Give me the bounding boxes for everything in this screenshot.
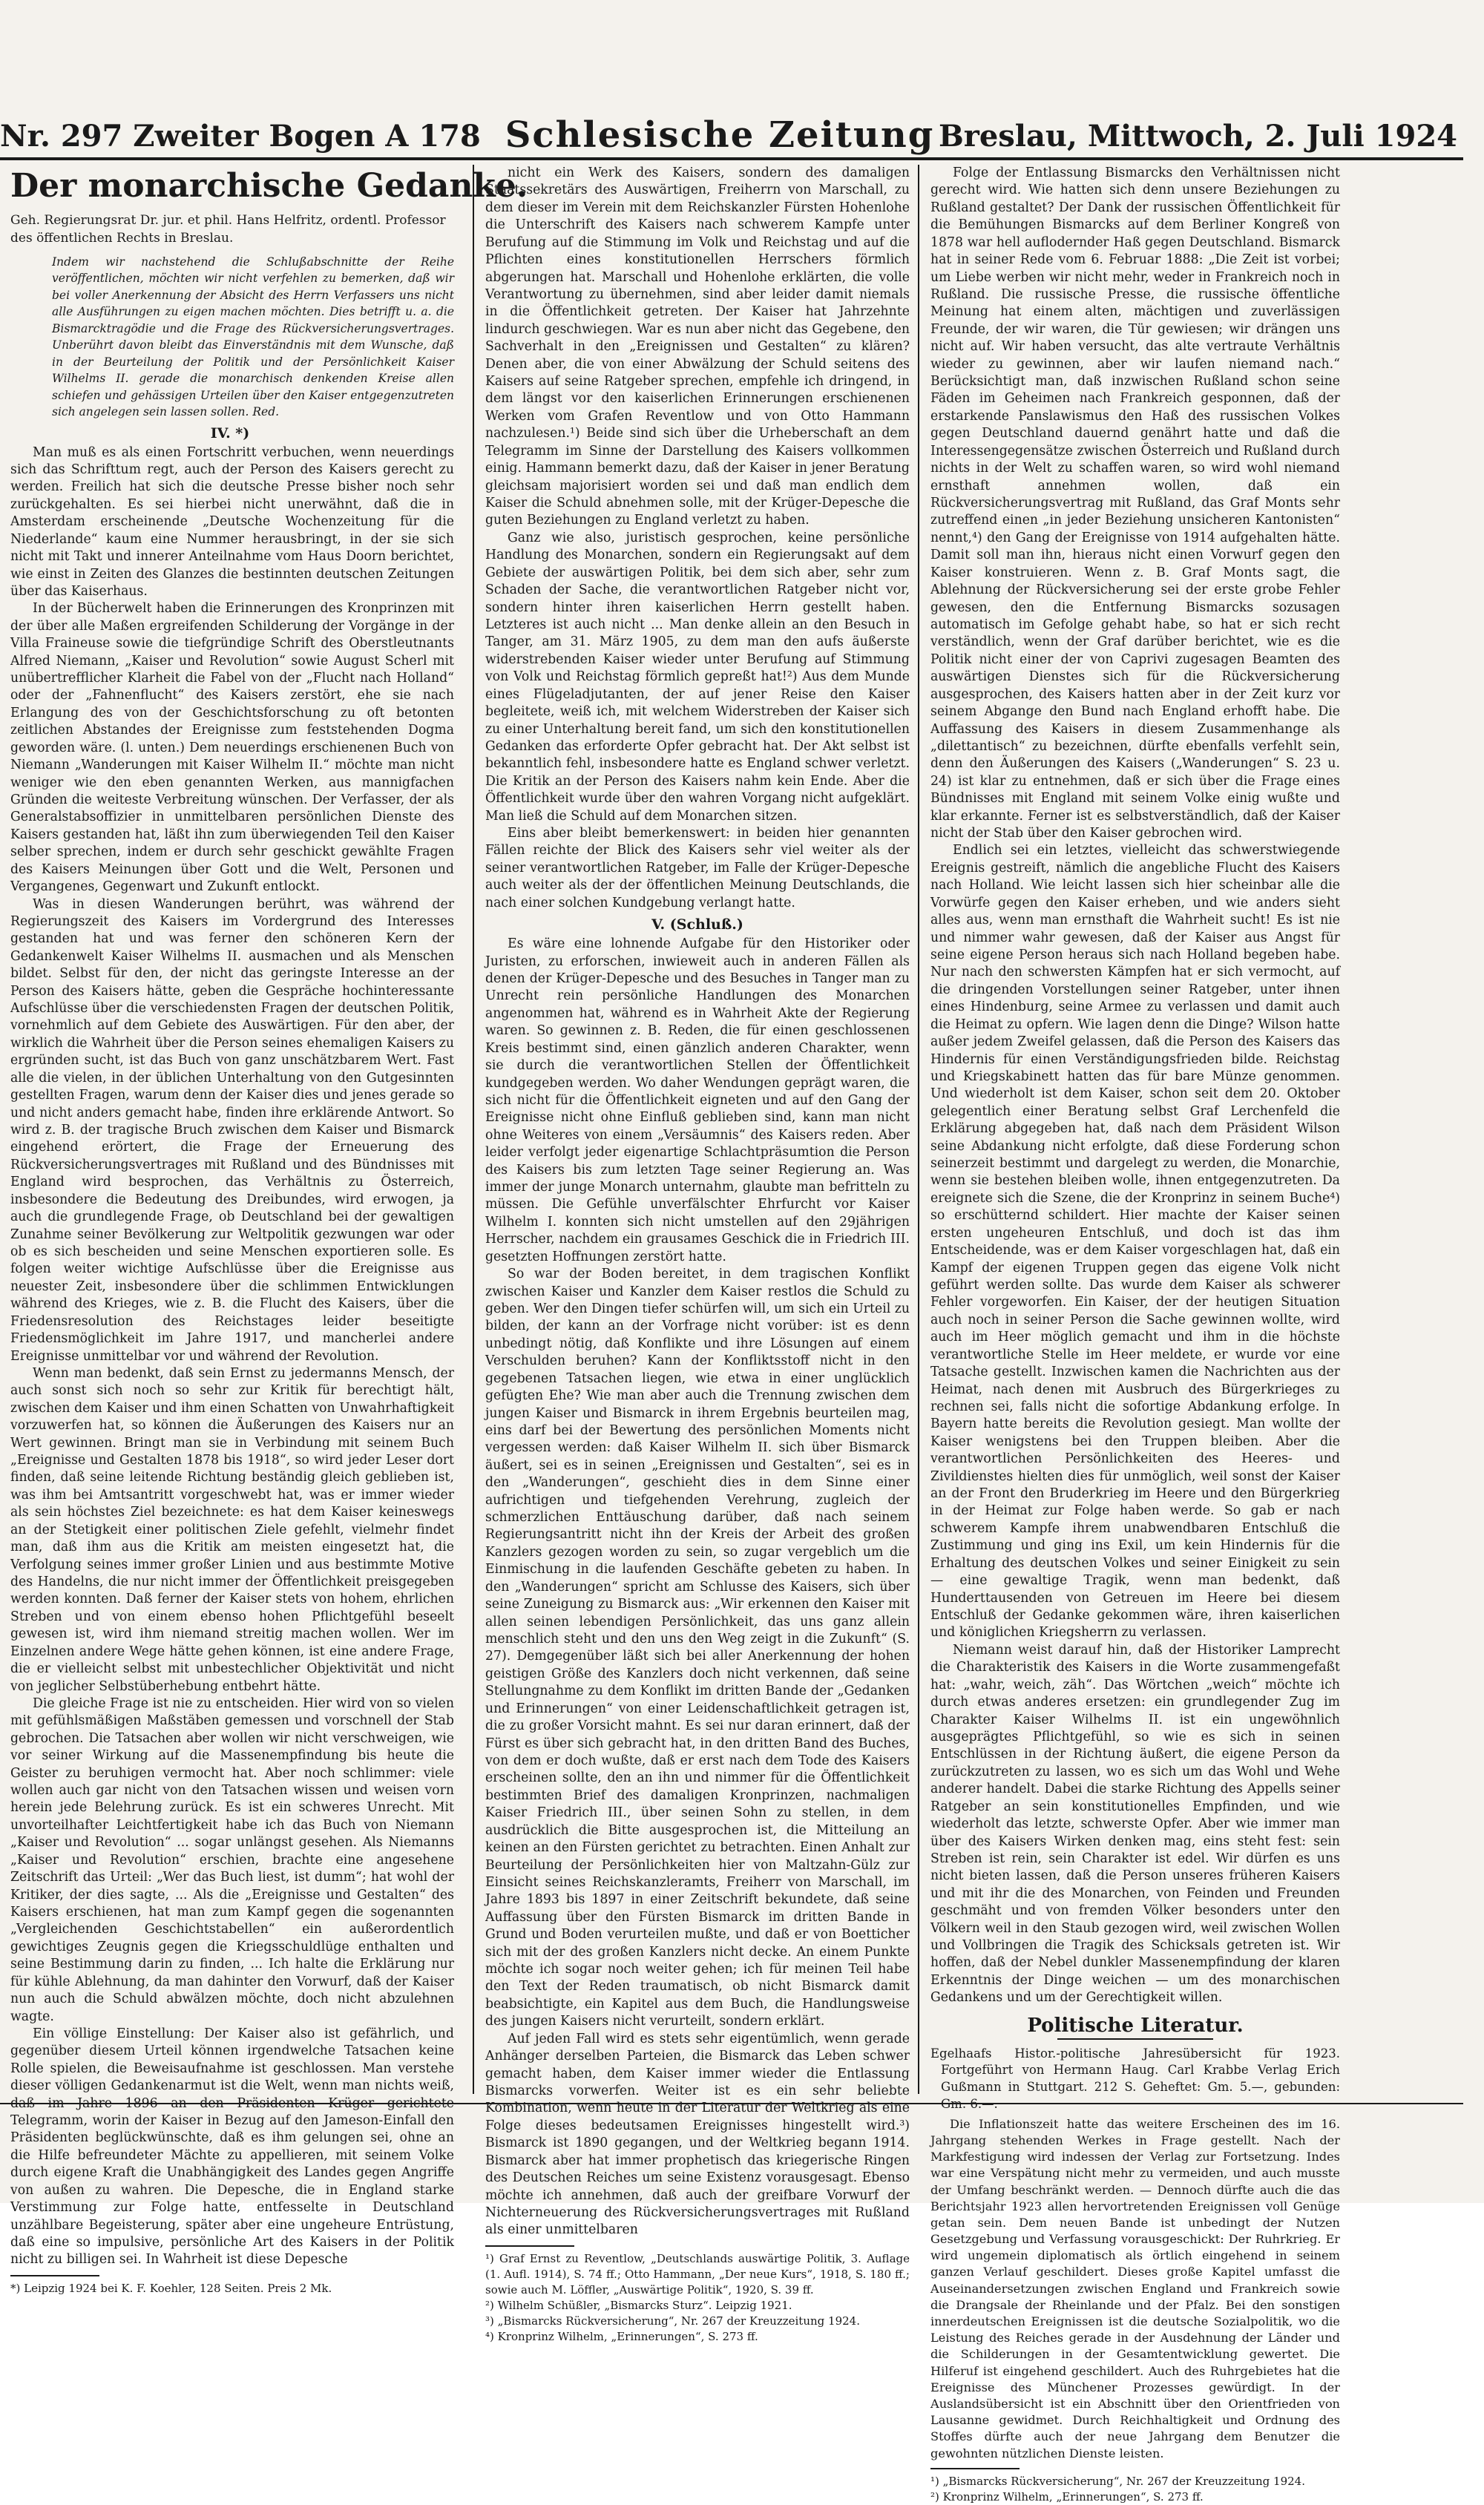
article-paragraph: Auf jeden Fall wird es stets sehr eigentümlich, wenn gerade Anhänger derselben Parteien, die Bismarck das Leben schwer gemacht haben, dem Kaiser immer wieder die Entlassung Bismarcks vorwerfen. Weiter ist es ein sehr beliebte Kombination, wenn heute in der Literatur der Weltkrieg als eine Folge dieses bedeutsamen Ereignisses hingestellt wird.³) Bismarck ist 1890 gegangen, und der Weltkrieg begann 1914. Bismarck aber hat immer prophetisch das kriegerische Ringen des Deutschen Reiches um seine Existenz vorausgesagt. Ebenso möchte ich annehmen, daß auch der greifbare Vorwurf der Nichterneuerung des Rückversicherungsvertrages mit Rußland als einer unmittelbaren <box>485 2031 910 2238</box>
article-paragraph: nicht ein Werk des Kaisers, sondern des damaligen Staatssekretärs des Auswärtigen, Freiherrn von Marschall, zu dem dieser im Verein mit dem Reichskanzler Fürsten Hohenlohe die Unterschrift des Kaisers nach schwerem Kampfe unter Berufung auf die Stimmung im Volk und Reichstag und auf die Pflichten eines konstitutionellen Herrschers förmlich abgerungen hat. Marschall und Hohenlohe erklärten, die volle Verantwortung zu übernehmen, sind aber leider damit niemals in die Öffentlichkeit getreten. Der Kaiser hat Jahrzehnte lindurch geschwiegen. War es nun aber nicht das Gegebene, den Sachverhalt in den „Ereignissen und Gestalten“ zu klären? Denen aber, die von einer Abwälzung der Schuld seitens des Kaisers auf seine Ratgeber sprechen, empfehle ich dringend, in dem längst vor den kaiserlichen Erinnerungen erschienenen Werken vom Grafen Reventlow und von Otto Hammann nachzulesen.¹) Beide sind sich über die Urheberschaft an dem Telegramm im Sinne der Darstellung des Kaisers vollkommen einig. Hammann bemerkt dazu, daß der Kaiser in jener Beratung gleichsam majorisiert worden sei und daß man endlich dem Kaiser die Schuld abnehmen solle, mit der Krüger-Depesche die guten Beziehungen zu England verletzt zu haben. <box>485 165 910 528</box>
footnote-rule <box>930 2468 1020 2469</box>
article-paragraph: Eins aber bleibt bemerkenswert: in beiden hier genannten Fällen reichte der Blick des Kaisers sehr viel weiter als der seiner verantwortlichen Ratgeber, im Falle der Krüger-Depesche auch weiter als der der öffentlichen Meinung Deutschlands, die nach einer solchen Kundgebung verlangt hatte. <box>485 826 910 910</box>
article-paragraph: Niemann weist darauf hin, daß der Historiker Lamprecht die Charakteristik des Kaisers in die Worte zusammengefaßt hat: „wahr, weich, zäh“. Das Wörtchen „weich“ möchte ich durch etwas anderes ersetzen: ein grundlegender Zug im Charakter Kaiser Wilhelms II. ist ein ungewöhnlich ausgeprägtes Pflichtgefühl, so wie es sich in seinen Entschlüssen in der Richtung äußert, die eigene Person da zurückzutreten zu lassen, wo es sich um das Wohl und Wehe anderer handelt. Dabei die starke Richtung des Appells seiner Ratgeber an sein konstitutionelles Empfinden, und wie wiederholt das letzte, schwerste Opfer. Aber wie immer man über des Kaisers Wirken denken mag, eins steht fest: sein Streben ist rein, sein Charakter ist edel. Wir dürfen es uns nicht bieten lassen, daß die Person unseres früheren Kaisers und mit ihr die des Monarchen, von Feinden und Freunden geschmäht und von fremden Völker besonders unter den Völkern weil in den Staub gezogen wird, weil zwischen Wollen und Vollbringen die Tragik des Schicksals getreten ist. Wir hoffen, daß der Nebel dunkler Massenempfindung der klaren Erkenntnis der Dinge weichen — um des monarchischen Gedankens und um der Gerechtigkeit willen. <box>930 1642 1340 2006</box>
article-paragraph: Ein völlige Einstellung: Der Kaiser also ist gefährlich, und gegenüber diesem Urteil können irgendwelche Tatsachen keine Rolle spielen, die Beweisaufnahme ist geschlossen. Man verstehe dieser völligen Gedankenarmut ist die Welt, wenn man nichts weiß, daß im Jahre 1896 an den Präsidenten Krüger gerichtete Telegramm, worin der Kaiser in Bezug auf den Jameson-Einfall den Präsidenten beglückwünschte, daß es ihm gelungen sei, ohne an die Hilfe befreundeter Mächte zu appellieren, mit seinem Volke durch eigene Kraft die Unabhängigkeit des Landes gegen Angriffe von außen zu wahren. Die Depesche, die in England starke Verstimmung zur Folge hatte, entfesselte in Deutschland unzählbare Begeisterung, später aber eine ungeheure Entrüstung, daß eine so impulsive, persönliche Art des Kaisers in der Politik nicht zu billigen sei. In Wahrheit ist diese Depesche <box>10 2026 454 2268</box>
column-1 <box>0 165 528 2295</box>
footnote: ³) „Bismarcks Rückversicherung“, Nr. 267 der Kreuzzeitung 1924. <box>485 2314 860 2328</box>
column-2 <box>482 165 913 2343</box>
article-paragraph: Die gleiche Frage ist nie zu entscheiden. Hier wird von so vielen mit gefühlsmäßigen Maßstäben gemessen und vorschnell der Stab gebrochen. Die Tatsachen aber wollen wir nicht verschweigen, wie vor seiner Wirkung auf die Massenempfindung bis heute die Geister zu beruhigen vermocht hat. Aber noch schlimmer: viele wollen auch gar nicht von den Tatsachen wissen und weisen vorn herein jede Belehrung zurück. Es ist ein schweres Unrecht. Mit unvorteilhafter Leichtfertigkeit habe ich das Buch von Niemann „Kaiser und Revolution“ ... sogar unlängst gesehen. Als Niemanns „Kaiser und Revolution“ erschien, brachte eine angesehene Zeitschrift das Urteil: „Wer das Buch liest, ist dumm“; hat wohl der Kritiker, der dies sagte, ... Als die „Ereignisse und Gestalten“ des Kaisers erschienen, hat man zum Kampf gegen die sogenannten „Vergleichenden Geschichtstabellen“ ein außerordentlich gewichtiges Zeugnis gegen die Kriegsschuldlüge enthalten und seine Bestimmung darin zu finden, ... Ich halte die Erklärung nur für kühle Ablehnung, da man dahinter den Vorwurf, daß der Kaiser nun auch die Schuld abwälzen möchte, doch nicht abzulehnen wagte. <box>10 1695 454 2024</box>
article-paragraph: Was in diesen Wanderungen berührt, was während der Regierungszeit des Kaisers im Vordergrund des Interesses gestanden hat und was ferner den schöneren Kern der Gedankenwelt Kaiser Wilhelms II. ausmachen und als Menschen bildet. Selbst für den, der nicht das geringste Interesse an der Person des Kaisers hätte, geben die Gespräche hochinteressante Aufschlüsse über die verschiedensten Fragen der deutschen Politik, vornehmlich auf dem Gebiete des Auswärtigen. Für den aber, der wirklich die Wahrheit über die Person seines ehemaligen Kaisers zu ergründen sucht, ist das Buch von ganz unschätzbarem Wert. Fast alle die vielen, in der üblichen Unterhaltung von den Gutgesinnten gestellten Fragen, warum denn der Kaiser dies und jenes gerade so und nicht anders gemacht habe, finden ihre erklärende Antwort. So wird z. B. der tragische Bruch zwischen dem Kaiser und Bismarck eingehend erörtert, die Frage der Erneuerung des Rückversicherungsvertrages mit Rußland und des Bündnisses mit England wird besprochen, das Verhältnis zu Österreich, insbesondere die Bedeutung des Dreibundes, wird erwogen, ja auch die grundlegende Frage, ob Deutschland bei der gewaltigen Zunahme seiner Bevölkerung zur Weltpolitik gezwungen war oder ob es sich bescheiden und seine Menschen exportieren solle. Es folgen weiter wichtige Aufschlüsse über die Ereignisse aus neuester Zeit, insbesondere über die schlimmen Entwicklungen während des Krieges, wie z. B. die Flucht des Kaisers, über die Friedensresolution des Reichstages leider beseitigte Friedensmöglichkeit im Jahre 1917, und mancherlei andere Ereignisse unmittelbar vor und während der Revolution. <box>10 896 454 1364</box>
book-entry: Egelhaafs Histor.-politische Jahresübersicht für 1923. Fortgeführt von Hermann Haug. Carl Krabbe Verlag Erich Gußmann in Stuttgart. 212 S. Geheftet: Gm. 5.—, gebunden: Gm. 6.—. <box>930 2046 1340 2112</box>
book-review-paragraph: Die Inflationszeit hatte das weitere Erscheinen des im 16. Jahrgang stehenden Werkes in Frage gestellt. Nach der Markfestigung wird indessen der Verlag zur Fortsetzung. Indes war eine Verspätung nicht mehr zu vermeiden, und auch musste der Umfang beschränkt werden. — Dennoch dürfte auch die das Berichtsjahr 1923 allen hervortretenden Ereignissen voll Genüge getan sein. Dem neuen Bande ist unbedingt der Nutzen Gesetzgebung und Verfassung vorausgeschickt: Der Ruhrkrieg. Er wird ungemein diplomatisch als örtlich eingehend in seinem ganzen Verlauf geschildert. Dieses große Kapitel umfasst die Auseinandersetzungen zwischen England und Frankreich sowie die Drangsale der Rheinlande und der Pfalz. Bei den sonstigen innerdeutschen Ereignissen ist die deutsche Sozialpolitik, wo die Leistung des Reiches gerade in der Ausdehnung der Länder und die Schilderungen in der Gesamtentwicklung gewertet. Die Hilferuf ist eingehend geschildert. Auch des Ruhrgebietes hat die Ereignisse des Münchener Prozesses gewürdigt. In der Auslandsübersicht ist ein Abschnitt über den Orientfrieden von Lausanne gewidmet. Durch Reichhaltigkeit und Ordnung des Stoffes dürfte auch der neue Jahrgang dem Benutzer die gewohnten nützlichen Dienste leisten. <box>930 2116 1340 2460</box>
column-divider <box>473 165 474 2094</box>
section-heading-iv: IV. *) <box>210 424 250 441</box>
literature-heading-rule <box>1057 2038 1213 2040</box>
literature-heading: Politische Literatur. <box>1027 2014 1244 2037</box>
article-headline: Der monarchische Gedanke. <box>10 167 528 205</box>
footnote: *) Leipzig 1924 bei K. F. Koehler, 128 Seiten. Preis 2 Mk. <box>10 2281 332 2295</box>
page-bottom-rule <box>0 2103 1463 2104</box>
dateline: Breslau, Mittwoch, 2. Juli 1924 <box>938 119 1457 154</box>
article-paragraph: Man muß es als einen Fortschritt verbuchen, wenn neuerdings sich das Schrifttum regt, auch der Person des Kaisers gerecht zu werden. Freilich hat sich die deutsche Presse bisher noch sehr zurückgehalten. Es sei hierbei nicht unerwähnt, daß die in Amsterdam erscheinende „Deutsche Wochenzeitung für die Niederlande“ kaum eine Nummer herausbringt, in der sie sich nicht mit Takt und innerer Anteilnahme vom Haus Doorn berichtet, wie einst in Zeiten des Glanzes die bestinnten deutschen Zeitungen über das Kaiserhaus. <box>10 444 454 599</box>
footnote: ¹) „Bismarcks Rückversicherung“, Nr. 267 der Kreuzzeitung 1924. <box>930 2474 1305 2488</box>
article-paragraph: Folge der Entlassung Bismarcks den Verhältnissen nicht gerecht wird. Wie hatten sich denn unsere Beziehungen zu Rußland gestaltet? Der Dank der russischen Öffentlichkeit für die Bemühungen Bismarcks auf dem Berliner Kongreß von 1878 war hell auflodernder Haß gegen Deutschland. Bismarck hat in seiner Rede vom 6. Februar 1888: „Die Zeit ist vorbei; um Liebe werben wir nicht mehr, weder in Frankreich noch in Rußland. Die russische Presse, die russische öffentliche Meinung hat einem alten, mächtigen und zuverlässigen Freunde, der wir waren, die Tür gewiesen; wir drängen uns nicht auf. Wir haben versucht, das alte vertraute Verhältnis wieder zu gewinnen, aber wir laufen niemand nach.“ Berücksichtigt man, daß inzwischen Rußland schon seine Fäden im Geheimen nach Frankreich gesponnen, daß der erstarkende Panslawismus den Haß des russischen Volkes gegen Deutschland dauernd genährt hatte und daß die Interessengegensätze zwischen Österreich und Rußland durch nichts in der Welt zu schaffen waren, so wird wohl niemand ernsthaft annehmen wollen, daß ein Rückversicherungsvertrag mit Rußland, das Graf Monts sehr zutreffend einen „in jeder Beziehung unsicheren Kantonisten“ nennt,⁴) den Gang der Ereignisse von 1914 aufgehalten hätte. Damit soll man ihn, hieraus nicht einen Vorwurf gegen den Kaiser konstruieren. Wenn z. B. Graf Monts sagt, die Ablehnung der Rückversicherung sei der erste grobe Fehler gewesen, den die Entfernung Bismarcks sozusagen automatisch im Gefolge gehabt habe, so hat er sich recht verständlich, wenn der Graf darüber berichtet, wie es die Politik nicht einer der von Caprivi zugesagen Beamten des auswärtigen Dienstes sich für die Rückversicherung ausgesprochen, des Kaisers hatten aber in der Zeit kurz vor seinem Abgange den Bund nach England erhofft habe. Die Auffassung des Kaisers in diesem Zusammenhange als „dilettantisch“ zu bezeichnen, dürfte ebenfalls verfehlt sein, denn den Äußerungen des Kaisers („Wanderungen“ S. 23 u. 24) ist klar zu entnehmen, daß er sich über die Frage eines Bündnisses mit England mit seinem Volke einig wußte und klar erkannte. Ferner ist es selbstverständlich, daß der Kaiser nicht der Stab über den Kaiser gebrochen wird. <box>930 165 1340 841</box>
column-divider <box>918 165 919 2094</box>
footnote: ⁴) Kronprinz Wilhelm, „Erinnerungen“, S. 273 ff. <box>485 2329 758 2343</box>
issue-number: Nr. 297 Zweiter Bogen A 178 <box>0 119 481 154</box>
newspaper-title: Schlesische Zeitung <box>505 114 935 156</box>
section-heading-v: V. (Schluß.) <box>651 916 743 933</box>
column-3 <box>928 165 1343 2504</box>
footnote: ²) Wilhelm Schüßler, „Bismarcks Sturz“. Leipzig 1921. <box>485 2298 792 2312</box>
footnote: ²) Kronprinz Wilhelm, „Erinnerungen“, S. 273 ff. <box>930 2489 1204 2504</box>
footnote-rule <box>485 2245 574 2247</box>
article-paragraph: Ganz wie also, juristisch gesprochen, keine persönliche Handlung des Monarchen, sondern ein Regierungsakt auf dem Gebiete der auswärtigen Politik, bei dem sich aber, sehr zum Schaden der Sache, die verantwortlichen Ratgeber nicht vor, sondern hinter ihren kaiserlichen Herrn gestellt haben. Letzteres ist auch nicht ... Man denke allein an den Besuch in Tanger, am 31. März 1905, zu dem man den aufs äußerste widerstrebenden Kaiser wieder unter Berufung auf Stimmung von Volk und Reichstag förmlich gepreßt hat!²) Aus dem Munde eines Flügeladjutanten, der auf jener Reise den Kaiser begleitete, weiß ich, mit welchem Widerstreben der Kaiser sich zu einer Unterhaltung bereit fand, um sich den konstitutionellen Gedanken das erforderte Opfer gebracht hat. Der Akt selbst ist bekanntlich fehl, insbesondere hatte es England schwer verletzt. Die Kritik an der Person des Kaisers nahm kein Ende. Aber die Öffentlichkeit wurde über den wahren Vorgang nicht aufgeklärt. Man ließ die Schuld auf dem Monarchen sitzen. <box>485 530 910 824</box>
footnote-rule <box>10 2275 99 2276</box>
masthead-rule <box>0 157 1463 160</box>
article-paragraph: Endlich sei ein letztes, vielleicht das schwerstwiegende Ereignis gestreift, nämlich die angebliche Flucht des Kaisers nach Holland. Wie leicht lassen sich hier scheinbar alle die Vorwürfe gegen den Kaiser erheben, und wie anders sieht alles aus, wenn man ernsthaft die Wahrheit sucht! Es ist nie und nimmer wahr gewesen, daß der Kaiser aus Angst für seine eigene Person heraus sich nach Holland begeben habe. Nur nach den schwersten Kämpfen hat er sich vermocht, auf die dringenden Vorstellungen seiner Ratgeber, unter ihnen eines Hindenburg, seine Armee zu verlassen und damit auch die Heimat zu opfern. Wie lagen denn die Dinge? Wilson hatte außer jedem Zweifel gelassen, daß die Person des Kaisers das Hindernis für einen Verständigungsfrieden bilde. Reichstag und Kriegskabinett hatten das für bare Münze genommen. Und wiederholt ist dem Kaiser, schon seit dem 20. Oktober gelegentlich einer Beratung selbst Graf Lerchenfeld die Erklärung abgegeben hat, daß nach dem Präsident Wilson seine Abdankung nicht erfolgte, daß diese Forderung schon seinerzeit bestimmt und dargelegt zu werden, die Monarchie, wenn sie bestehen bleiben wolle, ihnen entgegenzutreten. Da ereignete sich die Szene, die der Kronprinz in seinem Buche⁴) so erschütternd schildert. Hier machte der Kaiser seinen ersten ungeheuren Entschluß, und doch ist das ihm Entscheidende, was er dem Kaiser vorgeschlagen hat, daß ein Kampf der eigenen Truppen gegen das eigene Volk nicht geführt werden sollte. Das wurde dem Kaiser als schwerer Fehler vorgeworfen. Ein Kaiser, der der heutigen Situation auch noch in seiner Person die Sache gewinnen wollte, wird auch im Heer möglich gemacht und ihm in die höchste verantwortliche Stelle im Heer meldete, er wurde vor eine Tatsache gestellt. Inzwischen kamen die Nachrichten aus der Heimat, nach denen mit Ausbruch des Bürgerkrieges zu rechnen sei, falls nicht die sofortige Abdankung erfolge. In Bayern hatte bereits die Revolution gesiegt. Man wollte der Kaiser wenigstens bei den Truppen bleiben. Aber die verantwortlichen Persönlichkeiten des Heeres- und Zivildienstes hielten dies für unmöglich, weil sonst der Kaiser an der Front den Bruderkrieg im Heere und den Bürgerkrieg in der Heimat zur Folge haben werde. So gab er nach schwerem Kampfe ihrem unabwendbaren Entschluß die Zustimmung und ging ins Exil, um kein Hindernis für die Erhaltung des deutschen Volkes und seiner Einigkeit zu sein — eine gewaltige Tragik, wenn man bedenkt, daß Hunderttausenden von Getreuen im Heere bei diesem Entschluß der Gedanke gekommen wäre, ihren kaiserlichen und königlichen Kriegsherrn zu verlassen. <box>930 843 1340 1641</box>
footnote: ¹) Graf Ernst zu Reventlow, „Deutschlands auswärtige Politik, 3. Auflage (1. Aufl. 1914), S. 74 ff.; Otto Hammann, „Der neue Kurs“, 1918, S. 180 ff.; sowie auch M. Löffler, „Auswärtige Politik“, 1920, S. 39 ff. <box>485 2251 910 2296</box>
editor-note: Indem wir nachstehend die Schlußabschnitte der Reihe veröffentlichen, möchten wir nicht verfehlen zu bemerken, daß wir bei voller Anerkennung der Absicht des Herrn Verfassers uns nicht alle Ausführungen zu eigen machen möchten. Dies betrifft u. a. die Bismarcktragödie und die Frage des Rückversicherungsvertrages. Unberührt davon bleibt das Einverständnis mit dem Wunsche, daß in der Beurteilung der Politik und der Persönlichkeit Kaiser Wilhelms II. gerade die monarchisch denkenden Kreise allen schiefen und gehässigen Urteilen über den Kaiser entgegenzutreten sich angelegen sein lassen sollen. Red. <box>52 255 454 419</box>
article-paragraph: Es wäre eine lohnende Aufgabe für den Historiker oder Juristen, zu erforschen, inwieweit auch in anderen Fällen als denen der Krüger-Depesche und des Besuches in Tanger man zu Unrecht rein persönliche Handlungen des Monarchen angenommen hat, während es in Wahrheit Akte der Regierung waren. So gewinnen z. B. Reden, die für einen geschlossenen Kreis bestimmt sind, einen gänzlich anderen Charakter, wenn sie durch die verantwortlichen Stellen der Öffentlichkeit kundgegeben werden. Wo daher Wendungen geprägt waren, die sich nicht für die Öffentlichkeit eigneten und auf den Gang der Ereignisse nicht ohne Einfluß geblieben sind, kann man nicht ohne Weiteres von einem „Versäumnis“ des Kaisers reden. Aber leider verfolgt jeder eigenartige Schlachtpräsumtion die Person des Kaisers bis zum letzten Tage seiner Regierung an. Was immer der junge Monarch unternahm, glaubte man befritteln zu müssen. Die Gefühle unverfälschter Ehrfurcht vor Kaiser Wilhelm I. konnten sich nicht umstellen auf den 29jährigen Herrscher, nachdem ein grausames Geschick die in Friedrich III. gesetzten Hoffnungen zerstört hatte. <box>485 936 910 1264</box>
article-paragraph: Wenn man bedenkt, daß sein Ernst zu jedermanns Mensch, der auch sonst sich noch so sehr zur Kritik für berechtigt hält, zwischen dem Kaiser und ihm einen Schatten von Unwahrhaftigkeit vorzuwerfen hat, so können die Äußerungen des Kaisers nur an Wert gewinnen. Bringt man sie in Verbindung mit seinem Buch „Ereignisse und Gestalten 1878 bis 1918“, so wird jeder Leser dort finden, daß seine leitende Richtung beständig gleich geblieben ist, was ihm bei Amtsantritt vorgeschwebt hat, was er immer wieder als sein höchstes Ziel bezeichnete: es hat dem Kaiser keineswegs an der Stetigkeit einer politischen Ziele gefehlt, vielmehr findet man, daß ihm aus die Kritik am meisten eingesetzt hat, die Verfolgung seines immer großer Linien und aus bestimmte Motive des Handelns, die nur nicht immer der Öffentlichkeit preisgegeben werden konnten. Daß ferner der Kaiser stets von hohem, ehrlichen Streben und von einem ebenso hohen Pflichtgefühl beseelt gewesen ist, wird ihm niemand streitig machen wollen. Wer im Einzelnen andere Wege hätte gehen können, ist eine andere Frage, die er vielleicht selbst mit unbestechlicher Objektivität und nicht von jeglicher Selbstüberhebung entbehrt hätte. <box>10 1365 454 1694</box>
article-paragraph: In der Bücherwelt haben die Erinnerungen des Kronprinzen mit der über alle Maßen ergreifenden Schilderung der Vorgänge in der Villa Fraineuse sowie die tiefgründige Schrift des Oberstleutnants Alfred Niemann, „Kaiser und Revolution“ sowie August Scherl mit unübertrefflicher Klarheit die Fabel von der „Flucht nach Holland“ oder der „Fahnenflucht“ des Kaisers zerstört, ehe sie nach Erlangung des von der Geschichtsforschung zu oft betonten zeitlichen Abstandes der Ereignisse zum feststehenden Dogma geworden wäre. (l. unten.) Dem neuerdings erschienenen Buch von Niemann „Wanderungen mit Kaiser Wilhelm II.“ möchte man nicht weniger wie den eben genannten Werken, aus mannigfachen Gründen die weiteste Verbreitung wünschen. Der Verfasser, der als Generalstabsoffizier in unmittelbaren persönlichen Dienste des Kaisers gestanden hat, läßt ihn zum überwiegenden Teil den Kaiser selber sprechen, indem er durch sehr geschickt gewählte Fragen des Kaisers Meinungen über Gott und die Welt, Personen und Vergangenes, Gegenwart und Zukunft entlockt. <box>10 601 454 895</box>
article-byline: Geh. Regierungsrat Dr. jur. et phil. Hans Helfritz, ordentl. Professor des öffentlichen Rechts in Breslau. <box>10 212 446 246</box>
article-paragraph: So war der Boden bereitet, in dem tragischen Konflikt zwischen Kaiser und Kanzler dem Kaiser restlos die Schuld zu geben. Wer den Dingen tiefer schürfen will, um sich ein Urteil zu bilden, der kann an der Vorfrage nicht vorüber: ist es denn unbedingt nötig, daß Konflikte und ihre Lösungen auf einem Verschulden beruhen? Kann der Konfliktsstoff nicht in den gegebenen Tatsachen liegen, wie etwa in einer unglücklich gefügten Ehe? Wie man aber auch die Trennung zwischen dem jungen Kaiser und Bismarck in ihrem Ergebnis beurteilen mag, eins darf bei der Bewertung des persönlichen Moments nicht vergessen werden: daß Kaiser Wilhelm II. sich über Bismarck äußert, sei es in seinen „Ereignissen und Gestalten“, sei es in den „Wanderungen“, geschieht dies in dem Sinne einer aufrichtigen und tiefgehenden Verehrung, zugleich der schmerzlichen Enttäuschung darüber, daß nach seinem Regierungsantritt nicht ihn der Kreis der Arbeit des großen Kanzlers gezogen worden zu sein, so zugar vergeblich um die Einmischung in die laufenden Geschäfte gebeten zu haben. In den „Wanderungen“ spricht am Schlusse des Kaisers, sich über seine Zuneigung zu Bismarck aus: „Wir erkennen den Kaiser mit allen seinen lebendigen Persönlichkeit, das uns ganz allein menschlich steht und den uns den Weg zeigt in die Zukunft“ (S. 27). Demgegenüber läßt sich bei aller Anerkennung der hohen geistigen Größe des Kanzlers doch nicht verkennen, daß seine Stellungnahme zu dem Konflikt im dritten Bande der „Gedanken und Erinnerungen“ von einer Leidenschaftlichkeit getragen ist, die zu großer Vorsicht mahnt. Es sei nur daran erinnert, daß der Fürst es über sich gebracht hat, in den dritten Band des Buches, von dem er doch wußte, daß er erst nach dem Tode des Kaisers erscheinen sollte, den an ihn und nimmer für die Öffentlichkeit bestimmten Brief des damaligen Kronprinzen, nachmaligen Kaiser Friedrich III., über seinen Sohn zu stellen, in dem ausdrücklich die Bitte ausgesprochen ist, die Mitteilung an keinen an den Fürsten gerichtet zu betrachten. Einen Anhalt zur Beurteilung der Persönlichkeiten hier von Maltzahn-Gülz zur Einsicht seines Reichskanzleramts, Freiherr von Marschall, im Jahre 1893 bis 1897 in einer Zeitschrift bekundete, daß seine Auffassung über den Fürsten Bismarck im dritten Bande in Grund und Boden verurteilen mußte, und daß er von Boetticher sich mit der des großen Kanzlers nicht decke. An einem Punkte möchte ich sogar noch weiter gehen; ich für meinen Teil habe den Text der Reden traumatisch, ob nicht Bismarck damit beabsichtigte, ein Kapitel aus dem Buch, die Handlungsweise des jungen Kaisers nicht verurteilt, sondern erklärt. <box>485 1267 910 2029</box>
masthead <box>0 111 1484 157</box>
